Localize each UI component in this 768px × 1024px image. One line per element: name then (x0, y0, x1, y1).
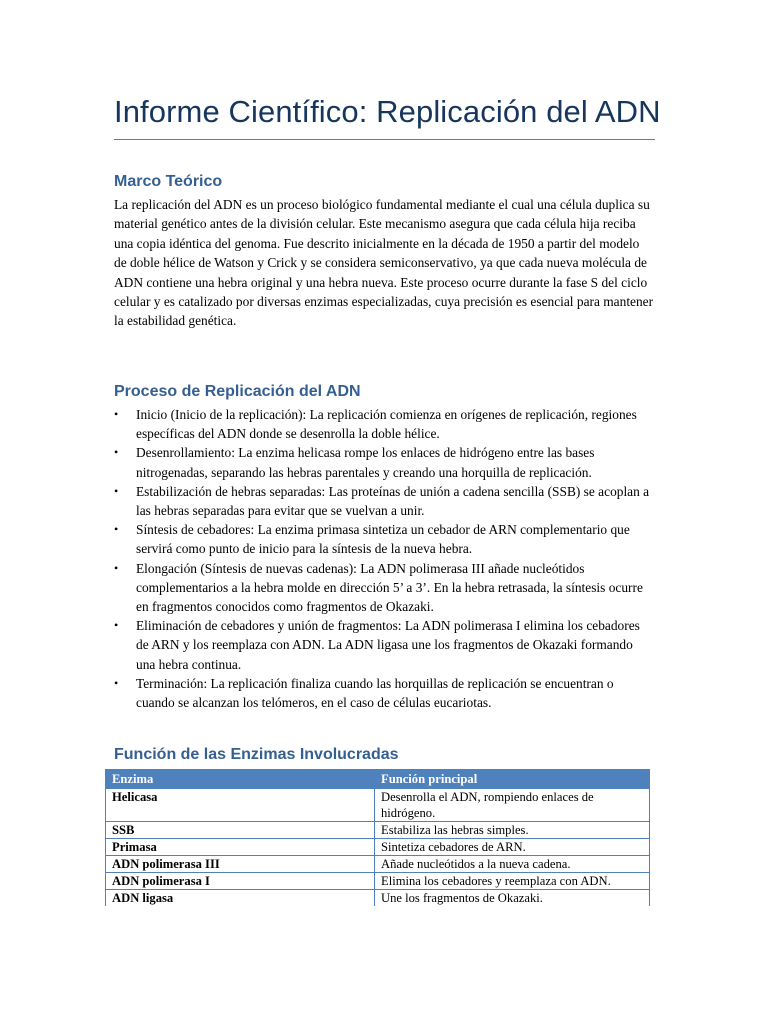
table-row (106, 789, 650, 822)
bullet-icon: • (114, 483, 119, 498)
enzyme-name-cell: ADN polimerasa III (106, 856, 375, 873)
enzyme-function-cell: Elimina los cebadores y reemplaza con ADN. (375, 873, 650, 890)
enzyme-name-cell: ADN ligasa (106, 890, 375, 907)
enzyme-function-cell: Añade nucleótidos a la nueva cadena. (375, 856, 650, 873)
document-title: Informe Científico: Replicación del ADN (114, 94, 661, 129)
bullet-icon: • (114, 560, 119, 575)
section-heading-enzimas: Función de las Enzimas Involucradas (114, 746, 399, 763)
column-header-funcion: Función principal (375, 770, 650, 789)
column-header-enzima: Enzima (106, 770, 375, 789)
table-row (106, 890, 650, 907)
list-item (114, 616, 654, 674)
list-item-text: Inicio (Inicio de la replicación): La replicación comienza en orígenes de replicación, regiones específicas del ADN donde se desenrolla la doble hélice. (136, 407, 637, 442)
table-row (106, 839, 650, 856)
table-row (106, 822, 650, 839)
list-item (114, 520, 654, 558)
marco-teorico-paragraph (114, 195, 654, 331)
table-row (106, 873, 650, 890)
section-heading-proceso: Proceso de Replicación del ADN (114, 383, 361, 400)
list-item (114, 443, 654, 481)
list-item-text: Síntesis de cebadores: La enzima primasa sintetiza un cebador de ARN complementario que servirá como punto de inicio para la síntesis de la nueva hebra. (136, 522, 630, 557)
table-row (106, 856, 650, 873)
enzyme-name-cell: Primasa (106, 839, 375, 856)
enzyme-name-cell: Helicasa (106, 789, 375, 822)
bullet-icon: • (114, 522, 119, 537)
list-item (114, 559, 654, 617)
list-item-text: Eliminación de cebadores y unión de fragmentos: La ADN polimerasa I elimina los cebadores de ARN y los reemplaza con ADN. La ADN ligasa une los fragmentos de Okazaki formando una hebra continua. (136, 618, 640, 672)
enzymes-table (105, 769, 650, 906)
list-item (114, 482, 654, 520)
list-item-text: Desenrollamiento: La enzima helicasa rompe los enlaces de hidrógeno entre las bases nitrogenadas, separando las hebras parentales y creando una horquilla de replicación. (136, 445, 595, 480)
enzyme-function-cell: Estabiliza las hebras simples. (375, 822, 650, 839)
list-item-text: Elongación (Síntesis de nuevas cadenas): La ADN polimerasa III añade nucleótidos complementarios a la hebra molde en dirección 5’ a 3’. En la hebra retrasada, la síntesis ocurre en fragmentos conocidos como fragmentos de Okazaki. (136, 560, 643, 615)
bullet-icon: • (114, 445, 119, 460)
title-underline (114, 139, 655, 140)
section-heading-marco-teorico: Marco Teórico (114, 173, 223, 190)
bullet-icon: • (114, 407, 119, 421)
enzyme-name-cell: ADN polimerasa I (106, 873, 375, 890)
list-item (114, 405, 654, 443)
list-item-text: Terminación: La replicación finaliza cuando las horquillas de replicación se encuentran o cuando se alcanzan los telómeros, en el caso de células eucariotas. (136, 675, 614, 711)
enzyme-name-cell: SSB (106, 822, 375, 839)
enzyme-function-cell: Une los fragmentos de Okazaki. (375, 890, 650, 907)
proceso-bullet-list (114, 405, 654, 712)
list-item (114, 674, 654, 712)
list-item-text: Estabilización de hebras separadas: Las proteínas de unión a cadena sencilla (SSB) se acoplan a las hebras separadas para evitar que se vuelvan a unir. (136, 483, 650, 519)
table-header-row (106, 770, 650, 789)
enzyme-function-cell: Desenrolla el ADN, rompiendo enlaces de hidrógeno. (375, 789, 650, 822)
marco-teorico-text: La replicación del ADN es un proceso biológico fundamental mediante el cual una célula duplica su material genético antes de la división celular. Este mecanismo asegura que cada célula hija reciba una copia idéntica del genoma. Fue descrito inicialmente en la década de 1950 a partir del modelo de doble hélice de Watson y Crick y se considera semiconservativo, ya que cada nueva molécula de ADN contiene una hebra original y una hebra nueva. Este proceso ocurre durante la fase S del ciclo celular y es catalizado por diversas enzimas especializadas, cuya precisión es esencial para mantener la estabilidad genética. (114, 197, 654, 329)
bullet-icon: • (114, 675, 119, 690)
bullet-icon: • (114, 618, 119, 633)
enzyme-function-cell: Sintetiza cebadores de ARN. (375, 839, 650, 856)
